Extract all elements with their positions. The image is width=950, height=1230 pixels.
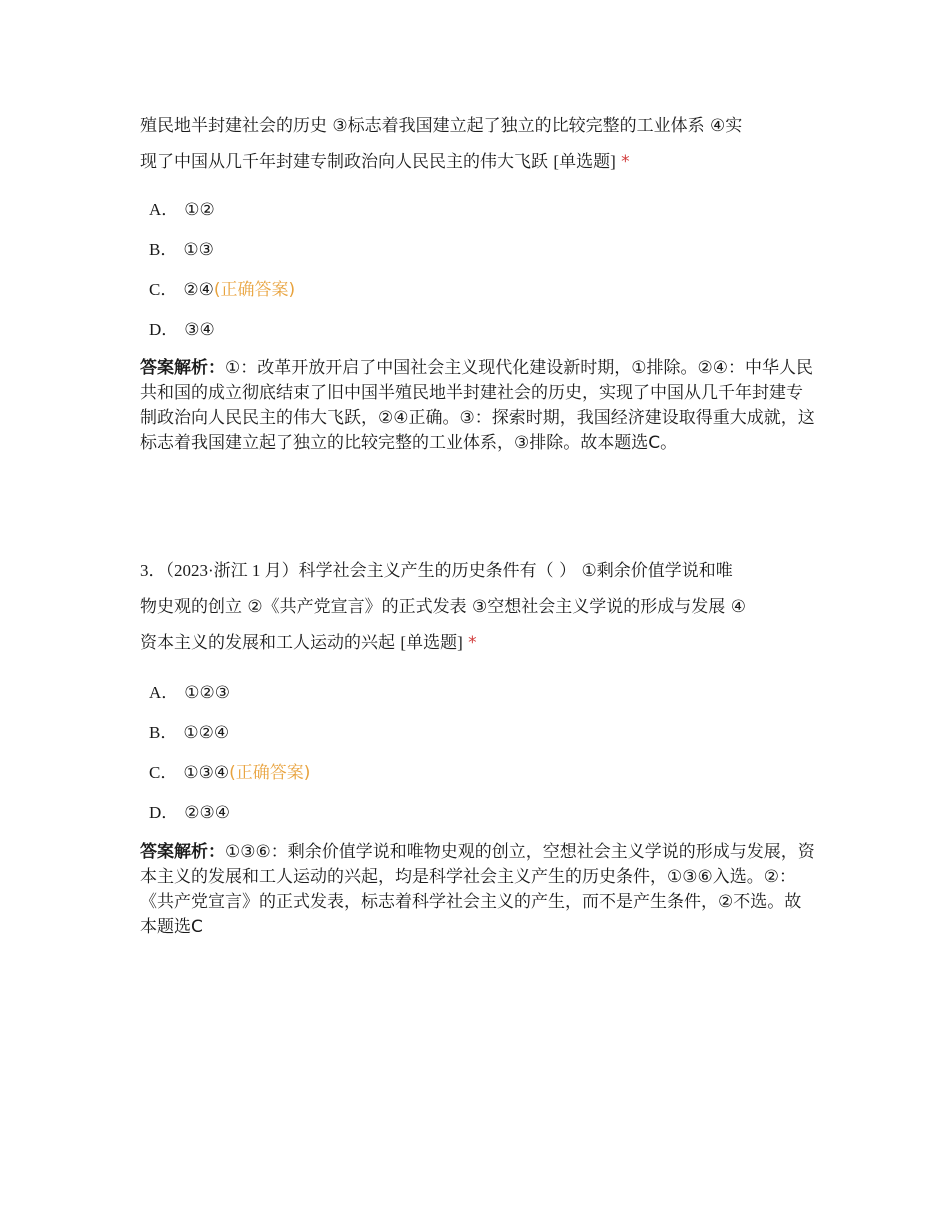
option-letter: D． [149,803,179,822]
question-2-option-d[interactable] [140,310,815,350]
required-mark: * [621,152,630,172]
question-2-stem-line-1: 殖民地半封建社会的历史 ③标志着我国建立起了独立的比较完整的工业体系 ④实 [140,116,743,136]
question-3-option-b[interactable] [140,713,815,753]
required-mark: * [468,633,477,653]
option-letter: A． [149,683,179,702]
option-text: ①③④ [183,763,230,783]
question-2-option-b[interactable] [140,230,815,270]
analysis-label: 答案解析： [140,842,225,862]
analysis-text: ①③⑥：剩余价值学说和唯物史观的创立，空想社会主义学说的形成与发展，资本主义的发展和工人运动的兴起，均是科学社会主义产生的历史条件，①③⑥入选。②：《共产党宣言》的正式发表，标志着科学社会主义的产生，而不是产生条件，②不选。故本题选C [140,842,815,937]
question-2-analysis [140,356,815,456]
question-3-analysis [140,840,815,940]
option-text: ②③④ [184,803,231,823]
question-2-options [140,190,815,350]
question-2-stem [140,108,815,180]
option-text: ②④ [183,280,214,300]
option-text: ③④ [184,320,215,340]
option-text: ①②④ [183,723,230,743]
question-type-tag: [单选题] [400,633,463,652]
analysis-label: 答案解析： [140,358,225,378]
question-3-stem [140,553,815,661]
correct-answer-tag: (正确答案) [213,280,296,300]
option-text: ①③ [183,240,214,260]
question-3-stem-line-3: 资本主义的发展和工人运动的兴起 [140,633,401,653]
option-letter: B． [149,240,178,259]
question-3-options [140,673,815,833]
question-2-stem-line-2: 现了中国从几千年封建专制政治向人民民主的伟大飞跃 [140,152,554,172]
question-3 [140,553,815,661]
option-letter: C． [149,763,178,782]
option-letter: D． [149,320,179,339]
analysis-text: ①：改革开放开启了中国社会主义现代化建设新时期，①排除。②④：中华人民共和国的成立彻底结束了旧中国半殖民地半封建社会的历史，实现了中国从几千年封建专制政治向人民民主的伟大飞跃，②④正确。③：探索时期，我国经济建设取得重大成就，这标志着我国建立起了独立的比较完整的工业体系，③排除。故本题选C。 [140,358,815,453]
question-source: （2023·浙江 1 月） [165,561,299,580]
question-3-option-a[interactable] [140,673,815,713]
question-3-option-c[interactable] [140,753,815,793]
option-text: ①② [184,200,215,220]
question-3-option-d[interactable] [140,793,815,833]
question-type-tag: [单选题] [553,152,616,171]
question-3-stem-line-1: 科学社会主义产生的历史条件有（ ） ①剩余价值学说和唯 [298,561,733,581]
option-letter: B． [149,723,178,742]
question-number: 3． [140,561,166,580]
option-letter: C． [149,280,178,299]
question-2-option-a[interactable] [140,190,815,230]
option-letter: A． [149,200,179,219]
question-3-stem-line-2: 物史观的创立 ②《共产党宣言》的正式发表 ③空想社会主义学说的形成与发展 ④ [140,597,746,617]
question-2-option-c[interactable] [140,270,815,310]
option-text: ①②③ [184,683,231,703]
question-2 [140,108,815,180]
correct-answer-tag: (正确答案) [229,763,311,783]
